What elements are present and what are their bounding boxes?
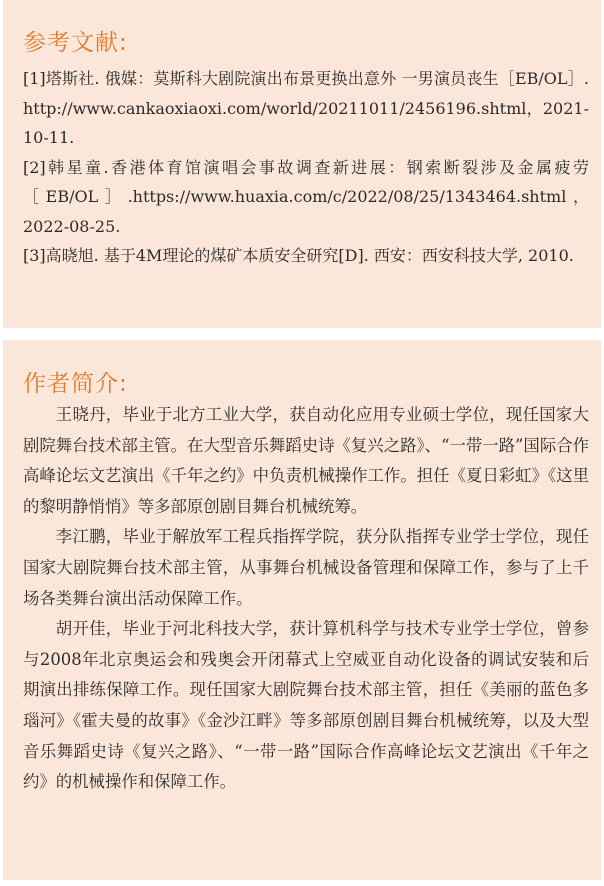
reference-item: [1]塔斯社. 俄媒：莫斯科大剧院演出布景更换出意外 一男演员丧生［EB/OL］. http://www.cankaoxiaoxi.com/world/20211011/2456196.shtml，2021-10-11. (23, 69, 589, 147)
author-bio-list (23, 400, 589, 798)
author-bio-panel (3, 340, 601, 880)
author-bio-paragraph: 胡开佳，毕业于河北科技大学，获计算机科学与技术专业学士学位，曾参与2008年北京奥运会和残奥会开闭幕式上空威亚自动化设备的调试安装和后期演出排练保障工作。现任国家大剧院舞台技术部主管，担任《美丽的蓝色多瑙河》《霍夫曼的故事》《金沙江畔》等多部原创剧目舞台机械统筹，以及大型音乐舞蹈史诗《复兴之路》、“一带一路”国际合作高峰论坛文艺演出《千年之约》的机械操作和保障工作。 (23, 619, 589, 792)
reference-item: [3]高晓旭. 基于4M理论的煤矿本质安全研究[D]. 西安：西安科技大学, 2010. (23, 246, 574, 265)
author-bio-heading: 作者简介: (23, 371, 128, 397)
references-heading: 参考文献: (23, 30, 128, 56)
author-bio-paragraph: 李江鹏，毕业于解放军工程兵指挥学院，获分队指挥专业学士学位，现任国家大剧院舞台技术部主管，从事舞台机械设备管理和保障工作，参与了上千场各类舞台演出活动保障工作。 (23, 527, 589, 608)
author-bio-paragraph: 王晓丹，毕业于北方工业大学，获自动化应用专业硕士学位，现任国家大剧院舞台技术部主管。在大型音乐舞蹈史诗《复兴之路》、“一带一路”国际合作高峰论坛文艺演出《千年之约》中负责机械操作工作。担任《夏日彩虹》《这里的黎明静悄悄》等多部原创剧目舞台机械统筹。 (23, 405, 589, 516)
references-panel (3, 0, 601, 328)
references-list (23, 64, 589, 271)
reference-item: [2]韩星童.香港体育馆演唱会事故调查新进展：钢索断裂涉及金属疲劳［EB/OL］.https://www.huaxia.com/c/2022/08/25/1343464.shtml，2022-08-25. (23, 157, 589, 236)
